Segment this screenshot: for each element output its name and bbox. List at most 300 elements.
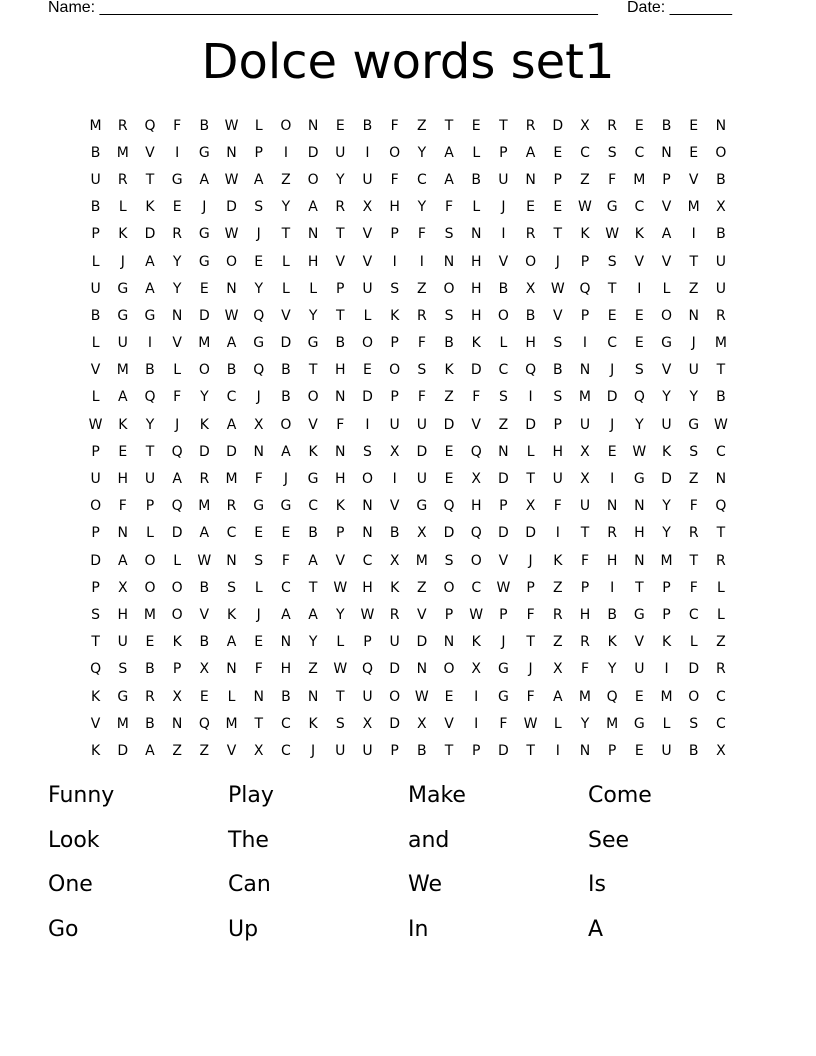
grid-letter: L bbox=[662, 280, 671, 297]
grid-letter: T bbox=[689, 552, 698, 569]
grid-letter: K bbox=[471, 634, 481, 651]
grid-letter: O bbox=[226, 253, 238, 270]
grid-letter: X bbox=[117, 579, 128, 596]
grid-letter: G bbox=[497, 688, 509, 705]
grid-letter: F bbox=[390, 117, 399, 134]
grid-letter: I bbox=[365, 416, 370, 433]
grid-letter: F bbox=[254, 661, 263, 678]
grid-letter: L bbox=[254, 579, 263, 596]
grid-letter: O bbox=[443, 579, 455, 596]
grid-letter: E bbox=[607, 443, 617, 460]
grid-letter: H bbox=[362, 579, 373, 596]
grid-letter: I bbox=[501, 226, 506, 243]
grid-letter: F bbox=[118, 498, 127, 515]
grid-letter: C bbox=[281, 579, 291, 596]
grid-letter: Z bbox=[281, 171, 291, 188]
grid-letter: E bbox=[363, 362, 372, 379]
grid-letter: O bbox=[389, 688, 401, 705]
grid-letter: R bbox=[607, 117, 618, 134]
grid-letter: W bbox=[496, 579, 511, 596]
grid-letter: B bbox=[281, 688, 291, 705]
grid-letter: H bbox=[470, 498, 482, 515]
grid-letter: N bbox=[470, 226, 482, 243]
grid-letter: X bbox=[362, 715, 373, 732]
grid-letter: P bbox=[553, 416, 562, 433]
grid-letter: V bbox=[90, 362, 101, 379]
grid-letter: T bbox=[145, 171, 155, 188]
grid-letter: N bbox=[634, 552, 645, 569]
grid-letter: C bbox=[362, 552, 373, 569]
grid-letter: A bbox=[199, 171, 210, 188]
grid-letter: I bbox=[419, 253, 424, 270]
grid-letter: B bbox=[90, 144, 101, 161]
grid-letter: W bbox=[550, 280, 565, 297]
grid-letter: O bbox=[525, 253, 537, 270]
grid-letter: W bbox=[197, 552, 212, 569]
grid-letter: S bbox=[444, 307, 454, 324]
grid-letter: G bbox=[633, 715, 645, 732]
grid-letter: R bbox=[335, 199, 346, 216]
grid-letter: P bbox=[91, 579, 100, 596]
grid-letter: P bbox=[91, 226, 100, 243]
grid-letter: I bbox=[474, 688, 479, 705]
grid-letter: E bbox=[689, 117, 699, 134]
grid-letter: I bbox=[147, 335, 153, 352]
grid-letter: I bbox=[664, 661, 669, 678]
grid-letter: Z bbox=[580, 171, 590, 188]
grid-letter: O bbox=[443, 280, 455, 297]
grid-letter: K bbox=[471, 335, 481, 352]
grid-letter: K bbox=[118, 416, 128, 433]
grid-letter: G bbox=[198, 226, 210, 243]
grid-letter: D bbox=[525, 525, 536, 542]
grid-letter: O bbox=[90, 498, 102, 515]
word-bank-item: Up bbox=[228, 916, 259, 942]
grid-letter: L bbox=[662, 715, 671, 732]
grid-letter: N bbox=[226, 661, 237, 678]
grid-letter: E bbox=[553, 144, 563, 161]
grid-letter: A bbox=[552, 688, 563, 705]
grid-letter: Z bbox=[417, 579, 427, 596]
grid-letter: S bbox=[689, 715, 699, 732]
grid-letter: L bbox=[499, 335, 508, 352]
grid-letter: D bbox=[498, 525, 509, 542]
grid-letter: C bbox=[471, 579, 482, 596]
grid-letter: H bbox=[389, 199, 400, 216]
grid-letter: Y bbox=[336, 171, 345, 188]
page-title: Dolce words set1 bbox=[201, 34, 615, 90]
grid-letter: P bbox=[91, 443, 100, 460]
grid-letter: B bbox=[607, 606, 617, 623]
grid-letter: S bbox=[607, 253, 617, 270]
grid-letter: R bbox=[525, 117, 536, 134]
grid-letter: R bbox=[145, 688, 155, 705]
grid-letter: S bbox=[91, 606, 101, 623]
grid-letter: P bbox=[607, 742, 617, 759]
grid-letter: V bbox=[634, 634, 645, 651]
grid-letter: T bbox=[607, 280, 617, 297]
grid-letter: T bbox=[336, 307, 345, 324]
grid-letter: T bbox=[336, 688, 345, 705]
grid-letter: S bbox=[498, 389, 508, 406]
grid-letter: T bbox=[526, 471, 535, 488]
grid-letter: Q bbox=[633, 389, 645, 406]
grid-letter: R bbox=[389, 606, 400, 623]
grid-letter: Y bbox=[308, 307, 318, 324]
grid-letter: F bbox=[689, 579, 698, 596]
grid-letter: I bbox=[691, 226, 696, 243]
word-bank-item: See bbox=[588, 827, 630, 853]
grid-letter: Q bbox=[443, 498, 455, 515]
grid-letter: F bbox=[472, 389, 481, 406]
grid-letter: O bbox=[497, 307, 509, 324]
grid-letter: P bbox=[580, 579, 590, 596]
grid-letter: E bbox=[689, 144, 699, 161]
grid-letter: L bbox=[173, 362, 182, 379]
grid-letter: A bbox=[661, 226, 672, 243]
grid-letter: K bbox=[199, 416, 209, 433]
grid-letter: E bbox=[172, 199, 182, 216]
grid-letter: M bbox=[606, 715, 619, 732]
grid-letter: A bbox=[199, 525, 210, 542]
grid-letter: G bbox=[633, 471, 645, 488]
grid-letter: B bbox=[716, 389, 726, 406]
grid-letter: B bbox=[716, 171, 726, 188]
grid-letter: N bbox=[307, 117, 319, 134]
grid-letter: A bbox=[145, 253, 155, 270]
grid-letter: U bbox=[90, 171, 101, 188]
grid-letter: G bbox=[661, 335, 672, 352]
grid-letter: R bbox=[688, 525, 699, 542]
grid-letter: S bbox=[444, 226, 454, 243]
grid-letter: M bbox=[660, 552, 673, 569]
grid-letter: J bbox=[175, 416, 180, 433]
grid-letter: S bbox=[335, 715, 345, 732]
grid-letter: B bbox=[308, 525, 318, 542]
grid-letter: V bbox=[552, 307, 563, 324]
grid-letter: M bbox=[198, 335, 211, 352]
grid-letter: Y bbox=[417, 144, 427, 161]
grid-letter: H bbox=[606, 552, 618, 569]
grid-letter: X bbox=[417, 525, 427, 542]
grid-letter: U bbox=[362, 742, 373, 759]
grid-letter: O bbox=[470, 552, 482, 569]
grid-letter: I bbox=[637, 280, 642, 297]
grid-letter: A bbox=[226, 634, 237, 651]
grid-letter: V bbox=[145, 144, 155, 161]
grid-letter: N bbox=[498, 443, 509, 460]
grid-letter: F bbox=[281, 552, 290, 569]
grid-letter: U bbox=[117, 634, 128, 651]
grid-letter: A bbox=[308, 552, 318, 569]
grid-letter: D bbox=[498, 471, 509, 488]
grid-letter: Y bbox=[172, 280, 182, 297]
grid-letter: U bbox=[362, 688, 373, 705]
grid-letter: F bbox=[499, 715, 508, 732]
grid-letter: I bbox=[365, 144, 370, 161]
grid-letter: X bbox=[580, 117, 590, 134]
grid-letter: V bbox=[688, 171, 699, 188]
word-bank-item: A bbox=[588, 916, 604, 942]
grid-letter: X bbox=[552, 661, 563, 678]
grid-letter: B bbox=[281, 389, 291, 406]
grid-letter: E bbox=[199, 280, 209, 297]
grid-letter: S bbox=[444, 552, 454, 569]
name-field: Name: ________________________________________________________ bbox=[48, 0, 598, 16]
grid-letter: M bbox=[578, 688, 592, 705]
grid-letter: B bbox=[145, 715, 155, 732]
grid-letter: N bbox=[226, 144, 237, 161]
grid-letter: W bbox=[224, 171, 239, 188]
grid-letter: R bbox=[226, 498, 237, 515]
grid-letter: K bbox=[308, 443, 318, 460]
grid-letter: P bbox=[499, 606, 508, 623]
word-bank-item: In bbox=[408, 916, 429, 942]
grid-letter: D bbox=[389, 661, 401, 678]
word-bank-item: Is bbox=[588, 872, 606, 897]
grid-letter: A bbox=[281, 606, 291, 623]
grid-letter: L bbox=[173, 552, 182, 569]
grid-letter: K bbox=[444, 362, 454, 379]
grid-letter: T bbox=[553, 226, 563, 243]
grid-letter: L bbox=[254, 117, 263, 134]
grid-letter: M bbox=[89, 117, 102, 134]
grid-letter: U bbox=[688, 362, 699, 379]
grid-letter: X bbox=[716, 199, 726, 216]
grid-letter: U bbox=[335, 742, 346, 759]
grid-letter: P bbox=[444, 606, 454, 623]
grid-letter: X bbox=[580, 443, 590, 460]
grid-letter: H bbox=[335, 362, 346, 379]
grid-letter: B bbox=[199, 634, 210, 651]
grid-letter: J bbox=[528, 552, 533, 569]
grid-letter: M bbox=[116, 362, 129, 379]
grid-letter: B bbox=[444, 335, 454, 352]
grid-letter: I bbox=[555, 742, 560, 759]
grid-letter: N bbox=[280, 634, 292, 651]
grid-letter: A bbox=[308, 606, 318, 623]
grid-letter: V bbox=[362, 253, 373, 270]
grid-letter: F bbox=[553, 498, 562, 515]
grid-letter: F bbox=[689, 498, 698, 515]
grid-letter: O bbox=[361, 471, 373, 488]
grid-letter: Z bbox=[444, 389, 454, 406]
grid-letter: T bbox=[336, 226, 345, 243]
grid-letter: S bbox=[634, 362, 644, 379]
grid-letter: V bbox=[335, 552, 346, 569]
grid-letter: B bbox=[335, 335, 346, 352]
grid-letter: A bbox=[145, 280, 155, 297]
grid-letter: D bbox=[552, 117, 564, 134]
grid-letter: D bbox=[688, 661, 700, 678]
grid-letter: A bbox=[117, 389, 128, 406]
grid-letter: D bbox=[498, 742, 509, 759]
grid-letter: V bbox=[417, 606, 427, 623]
word-bank-item: Come bbox=[588, 783, 652, 808]
grid-letter: O bbox=[171, 606, 183, 623]
grid-letter: S bbox=[417, 362, 427, 379]
grid-letter: P bbox=[390, 335, 399, 352]
grid-letter: J bbox=[501, 199, 506, 216]
grid-letter: G bbox=[497, 661, 509, 678]
grid-letter: Y bbox=[689, 389, 698, 406]
grid-letter: T bbox=[145, 443, 155, 460]
grid-letter: D bbox=[226, 443, 237, 460]
grid-letter: Q bbox=[253, 307, 265, 324]
grid-letter: D bbox=[525, 416, 536, 433]
grid-letter: Y bbox=[145, 416, 155, 433]
grid-letter: H bbox=[280, 661, 292, 678]
grid-letter: F bbox=[173, 389, 182, 406]
grid-letter: E bbox=[254, 525, 264, 542]
grid-letter: M bbox=[225, 715, 238, 732]
grid-letter: D bbox=[307, 144, 319, 161]
grid-letter: F bbox=[526, 688, 535, 705]
grid-letter: Z bbox=[552, 634, 563, 651]
grid-letter: U bbox=[362, 171, 373, 188]
grid-letter: C bbox=[226, 525, 237, 542]
grid-letter: Q bbox=[171, 498, 183, 515]
grid-letter: N bbox=[307, 688, 319, 705]
grid-letter: H bbox=[335, 471, 346, 488]
grid-letter: V bbox=[498, 253, 509, 270]
grid-letter: P bbox=[499, 498, 508, 515]
grid-letter: P bbox=[390, 742, 399, 759]
grid-letter: P bbox=[499, 144, 508, 161]
grid-letter: X bbox=[716, 742, 726, 759]
grid-letter: O bbox=[361, 335, 373, 352]
grid-letter: F bbox=[526, 606, 535, 623]
grid-letter: M bbox=[116, 715, 129, 732]
grid-letter: A bbox=[525, 144, 536, 161]
grid-letter: N bbox=[416, 661, 428, 678]
grid-letter: O bbox=[280, 117, 292, 134]
grid-letter: G bbox=[171, 171, 183, 188]
grid-letter: U bbox=[579, 498, 591, 515]
grid-letter: J bbox=[691, 335, 696, 352]
grid-letter: W bbox=[224, 226, 239, 243]
grid-letter: D bbox=[226, 199, 237, 216]
grid-letter: C bbox=[281, 742, 291, 759]
grid-letter: O bbox=[715, 144, 727, 161]
grid-letter: I bbox=[610, 471, 615, 488]
grid-letter: L bbox=[282, 280, 290, 297]
grid-letter: E bbox=[254, 634, 264, 651]
grid-letter: K bbox=[172, 634, 182, 651]
grid-letter: B bbox=[525, 307, 536, 324]
grid-letter: M bbox=[687, 199, 700, 216]
grid-letter: G bbox=[117, 688, 129, 705]
grid-letter: H bbox=[470, 280, 482, 297]
grid-letter: L bbox=[472, 199, 481, 216]
grid-letter: B bbox=[661, 117, 672, 134]
grid-letter: Y bbox=[336, 606, 345, 623]
grid-letter: D bbox=[198, 307, 210, 324]
grid-letter: O bbox=[688, 688, 700, 705]
grid-letter: H bbox=[470, 253, 482, 270]
grid-letter: N bbox=[362, 525, 373, 542]
grid-letter: X bbox=[389, 552, 400, 569]
grid-letter: N bbox=[443, 253, 455, 270]
grid-letter: B bbox=[145, 362, 155, 379]
grid-letter: K bbox=[607, 634, 617, 651]
grid-letter: T bbox=[308, 579, 318, 596]
grid-letter: P bbox=[390, 226, 399, 243]
grid-letter: Y bbox=[635, 416, 644, 433]
grid-letter: G bbox=[117, 280, 129, 297]
grid-letter: I bbox=[392, 253, 397, 270]
grid-letter: F bbox=[417, 389, 426, 406]
grid-letter: Q bbox=[90, 661, 102, 678]
grid-letter: J bbox=[610, 362, 615, 379]
grid-letter: N bbox=[335, 389, 346, 406]
grid-letter: D bbox=[144, 226, 156, 243]
grid-letter: T bbox=[716, 525, 726, 542]
grid-letter: K bbox=[118, 226, 128, 243]
grid-letter: B bbox=[145, 661, 155, 678]
grid-letter: C bbox=[607, 335, 618, 352]
grid-letter: P bbox=[145, 498, 155, 515]
grid-letter: W bbox=[605, 226, 620, 243]
grid-letter: F bbox=[173, 117, 182, 134]
grid-letter: E bbox=[553, 199, 563, 216]
grid-letter: J bbox=[283, 471, 288, 488]
grid-letter: T bbox=[635, 579, 644, 596]
grid-letter: I bbox=[175, 144, 180, 161]
grid-letter: L bbox=[717, 606, 725, 623]
grid-letter: U bbox=[389, 416, 400, 433]
grid-letter: L bbox=[526, 443, 535, 460]
grid-letter: Y bbox=[662, 525, 671, 542]
grid-letter: U bbox=[634, 661, 645, 678]
grid-letter: L bbox=[336, 634, 345, 651]
grid-letter: B bbox=[389, 525, 400, 542]
grid-letter: I bbox=[528, 389, 533, 406]
grid-letter: N bbox=[579, 742, 591, 759]
grid-letter: E bbox=[335, 117, 345, 134]
grid-letter: Z bbox=[417, 280, 427, 297]
grid-letter: S bbox=[553, 335, 563, 352]
word-bank-item: The bbox=[228, 827, 269, 853]
grid-letter: K bbox=[226, 606, 237, 623]
grid-letter: N bbox=[362, 498, 373, 515]
grid-letter: G bbox=[606, 199, 618, 216]
grid-letter: C bbox=[716, 443, 726, 460]
grid-letter: Z bbox=[417, 117, 427, 134]
word-bank-item: Make bbox=[408, 783, 466, 808]
grid-letter: A bbox=[145, 742, 155, 759]
grid-letter: G bbox=[144, 307, 156, 324]
grid-letter: L bbox=[91, 253, 100, 270]
grid-letter: O bbox=[389, 362, 401, 379]
grid-letter: P bbox=[662, 171, 671, 188]
grid-letter: K bbox=[390, 307, 400, 324]
grid-letter: W bbox=[333, 661, 348, 678]
grid-letter: N bbox=[253, 688, 264, 705]
grid-letter: U bbox=[389, 634, 400, 651]
grid-letter: N bbox=[661, 144, 672, 161]
grid-letter: B bbox=[281, 362, 291, 379]
grid-letter: Y bbox=[172, 253, 182, 270]
grid-letter: D bbox=[171, 525, 183, 542]
grid-letter: Q bbox=[606, 688, 618, 705]
grid-letter: W bbox=[333, 579, 348, 596]
grid-letter: N bbox=[715, 117, 727, 134]
grid-letter: Q bbox=[715, 498, 727, 515]
grid-letter: K bbox=[308, 715, 318, 732]
grid-letter: Q bbox=[253, 362, 265, 379]
grid-letter: I bbox=[610, 579, 615, 596]
